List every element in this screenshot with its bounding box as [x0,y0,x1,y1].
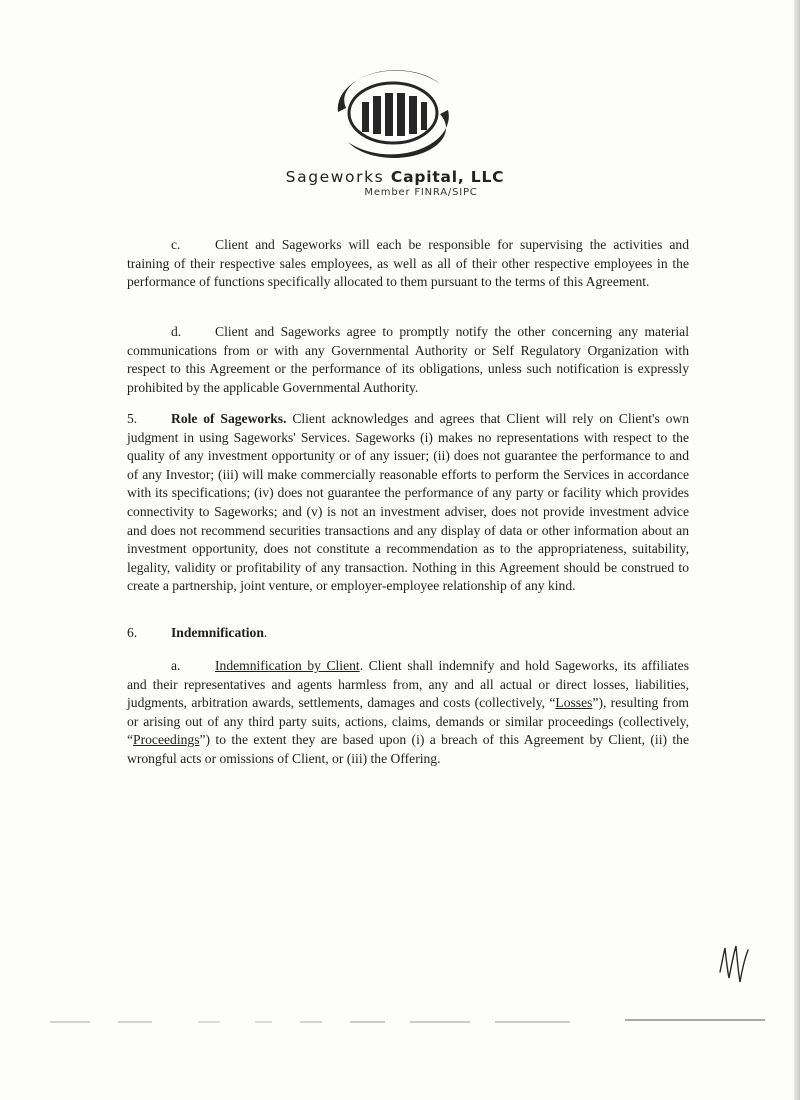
handwritten-initials [712,938,762,988]
defined-term-losses: Losses [555,695,593,711]
paragraph-a-text-2: ”), resulting from or arising out of any third party suits, actions, claims, demands or similar proceedings (collectively, “ [127,695,689,748]
section-6-marker: 6. [127,625,138,640]
paragraph-d-marker: d. [171,324,182,339]
section-5-text: Client acknowledges and agrees that Client will rely on Client's own judgment in using Sageworks' Services. Sageworks (i) makes no representations with respect to the quality of any investment opportunity or of any issuer; (ii) does not guarantee the performance to and of any Investor; (iii) will make commercially reasonable efforts to perform the Services in accordance with its specifications; (iv) does not guarantee the performance of any party or facility which provides connectivity to Sageworks; and (v) is not an investment adviser, does not provide investment advice and does not recommend securities transactions and any display of data or other information about an investment opportunity, does not constitute a recommendation as to the appropriateness, suitability, legality, validity or profitability of any transaction. Nothing in this Agreement should be construed to create a partnership, joint venture, or employer-employee relationship of any kind. [127,411,689,594]
paragraph-a-text-3: ”) to the extent they are based upon (i) a breach of this Agreement by Client, (ii) the wrongful acts or omissions of Client, or (iii) the Offering. [127,732,689,766]
bottom-scan-line [40,1013,770,1021]
company-logo [318,62,468,162]
member-line: Member FINRA/SIPC [364,187,478,198]
section-5-marker: 5. [127,411,138,426]
company-name-bold: Capital, LLC [390,168,505,186]
scan-line-icon [40,1018,770,1026]
company-name-light: Sageworks [285,168,385,186]
logo-icon [318,62,468,162]
initials-signature-icon [712,938,762,988]
section-6-trailing: . [263,625,268,640]
paragraph-a-marker: a. [171,658,181,673]
paragraph-a-text-1: . Client shall indemnify and hold Sageworks, its affiliates and their representatives and agents harmless from, any and all actual or direct losses, liabilities, judgments, arbitration awards, settlements, damages and costs (collectively, “ [127,658,689,711]
paragraph-a-heading: Indemnification by Client [215,658,360,673]
section-6 [127,624,689,643]
defined-term-proceedings: Proceedings [133,732,200,748]
paragraph-a [127,657,689,769]
section-5-heading: Role of Sageworks. [171,411,287,426]
paragraph-c [127,236,689,292]
paragraph-c-text: Client and Sageworks will each be responsible for supervising the activities and training of their respective sales employees, as well as all of their other respective employees in the performance of functions specifically allocated to them pursuant to the terms of this Agreement. [127,237,689,290]
section-6-heading: Indemnification [171,625,264,640]
paragraph-d [127,323,689,397]
scan-edge [794,0,800,1100]
section-5 [127,410,689,596]
company-name [230,168,560,186]
paragraph-d-text: Client and Sageworks agree to promptly notify the other concerning any material communications from or with any Governmental Authority or Self Regulatory Organization with respect to this Agreement or the performance of its obligations, unless such notification is expressly prohibited by the applicable Governmental Authority. [127,324,689,395]
paragraph-c-marker: c. [171,237,181,252]
